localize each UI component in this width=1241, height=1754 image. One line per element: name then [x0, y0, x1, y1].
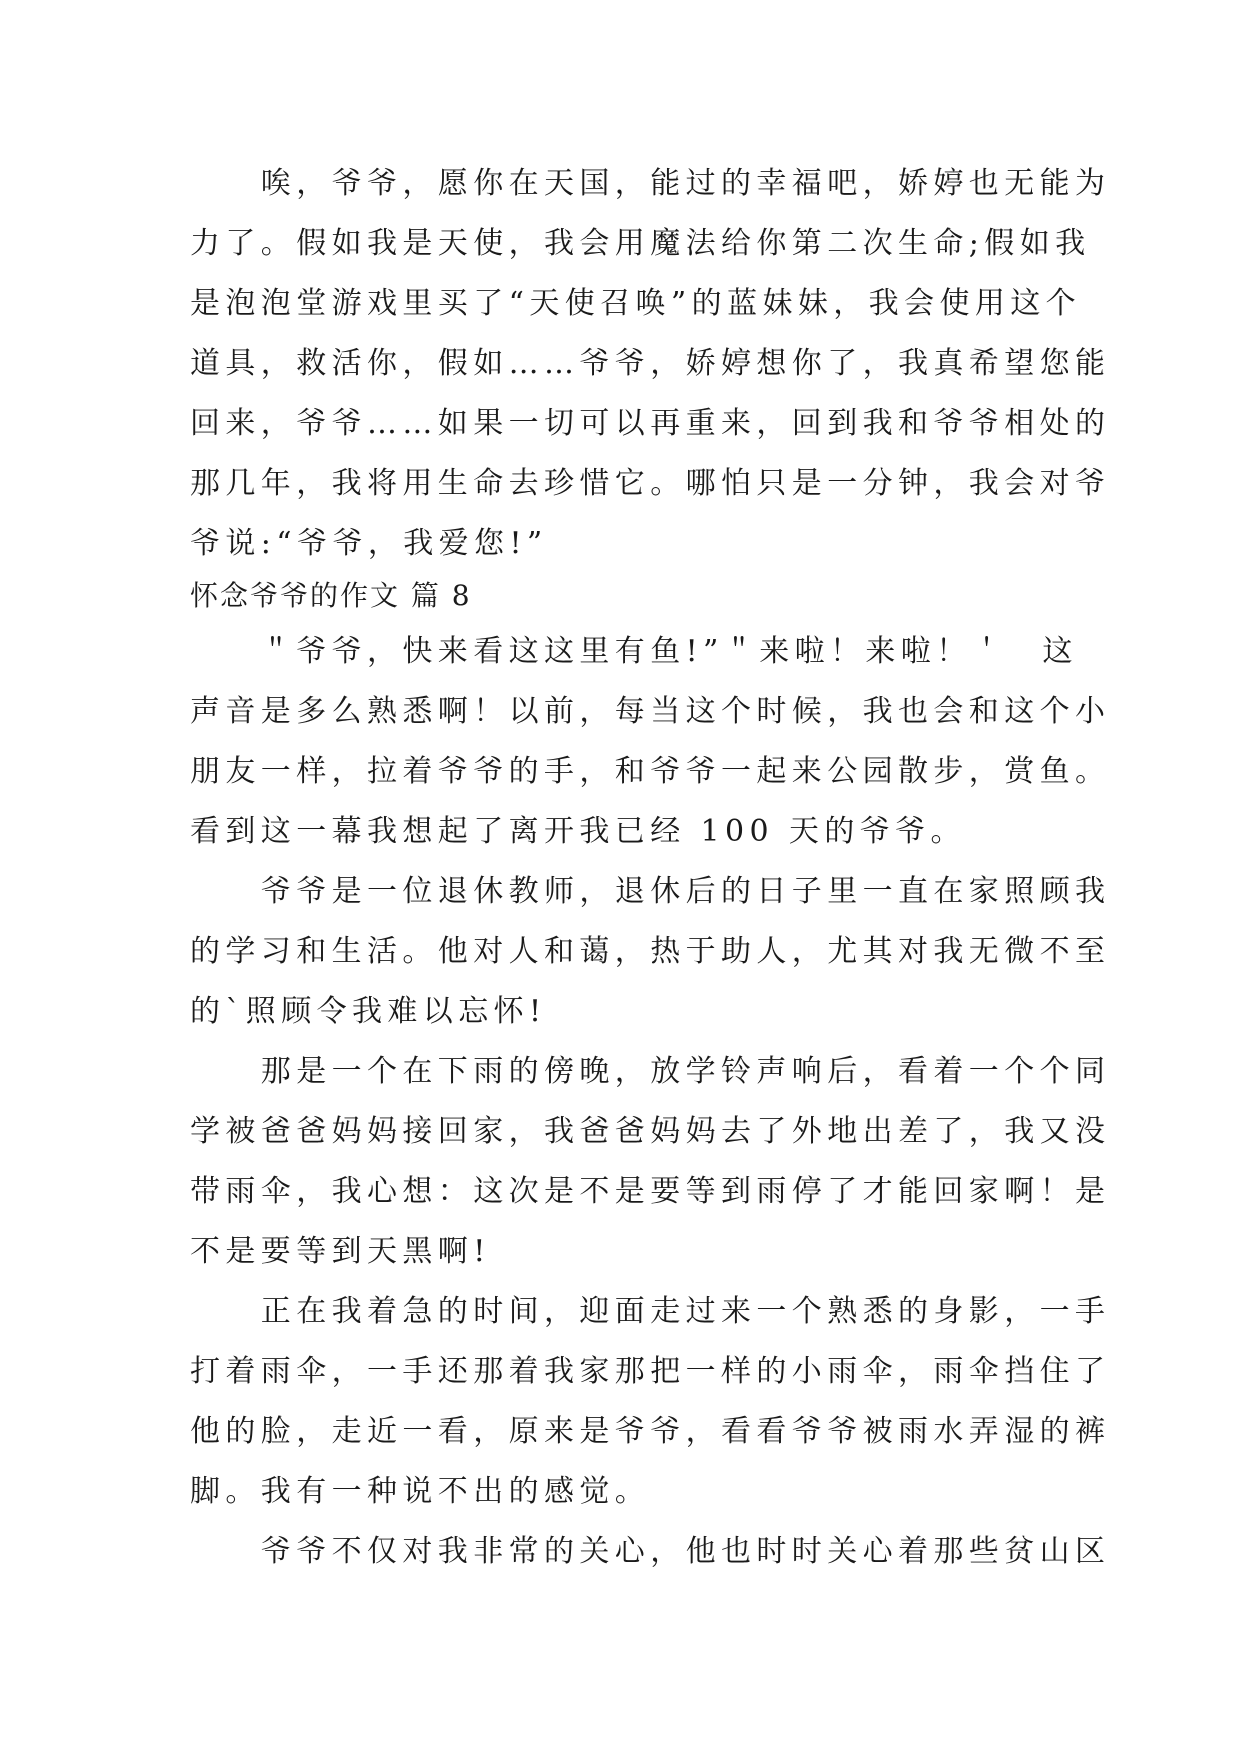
paragraph-line: 的学习和生活。他对人和蔼，热于助人，尤其对我无微不至 [190, 934, 1111, 969]
paragraph-line: 爷说:“爷爷，我爱您!” [190, 526, 548, 561]
section-heading: 怀念爷爷的作文 篇 8 [190, 579, 472, 612]
paragraph-line: 带雨伞，我心想：这次是不是要等到雨停了才能回家啊！是 [190, 1174, 1111, 1209]
paragraph-line: 学被爸爸妈妈接回家，我爸爸妈妈去了外地出差了，我又没 [190, 1114, 1111, 1149]
paragraph-line: 唉，爷爷，愿你在天国，能过的幸福吧，娇婷也无能为 [190, 166, 1111, 201]
paragraph-line: 看到这一幕我想起了离开我已经 100 天的爷爷。 [190, 814, 966, 849]
paragraph-line: 的`照顾令我难以忘怀! [190, 994, 547, 1029]
paragraph-line: 不是要等到天黑啊! [190, 1234, 491, 1269]
paragraph-line: 爷爷不仅对我非常的关心，他也时时关心着那些贫山区 [190, 1534, 1111, 1569]
paragraph-line: 那几年，我将用生命去珍惜它。哪怕只是一分钟，我会对爷 [190, 466, 1111, 501]
paragraph-line: 脚。我有一种说不出的感觉。 [190, 1474, 651, 1509]
paragraph-line: 打着雨伞，一手还那着我家那把一样的小雨伞，雨伞挡住了 [190, 1354, 1111, 1389]
paragraph-line: 力了。假如我是天使，我会用魔法给你第二次生命;假如我 [190, 226, 1091, 261]
paragraph-line: 那是一个在下雨的傍晚，放学铃声响后，看着一个个同 [190, 1054, 1111, 1089]
paragraph-line: 回来，爷爷……如果一切可以再重来，回到我和爷爷相处的 [190, 406, 1111, 441]
paragraph-line: ＂爷爷，快来看这这里有鱼!”＂来啦！来啦！＇ 这 [190, 634, 1078, 669]
paragraph-line: 爷爷是一位退休教师，退休后的日子里一直在家照顾我 [190, 874, 1111, 909]
paragraph-line: 他的脸，走近一看，原来是爷爷，看看爷爷被雨水弄湿的裤 [190, 1414, 1111, 1449]
paragraph-line: 声音是多么熟悉啊！以前，每当这个时候，我也会和这个小 [190, 694, 1111, 729]
paragraph-line: 正在我着急的时间，迎面走过来一个熟悉的身影，一手 [190, 1294, 1111, 1329]
paragraph-line: 道具，救活你，假如……爷爷，娇婷想你了，我真希望您能 [190, 346, 1111, 381]
paragraph-line: 朋友一样，拉着爷爷的手，和爷爷一起来公园散步，赏鱼。 [190, 754, 1111, 789]
paragraph-line: 是泡泡堂游戏里买了“天使召唤”的蓝妹妹，我会使用这个 [190, 286, 1082, 321]
